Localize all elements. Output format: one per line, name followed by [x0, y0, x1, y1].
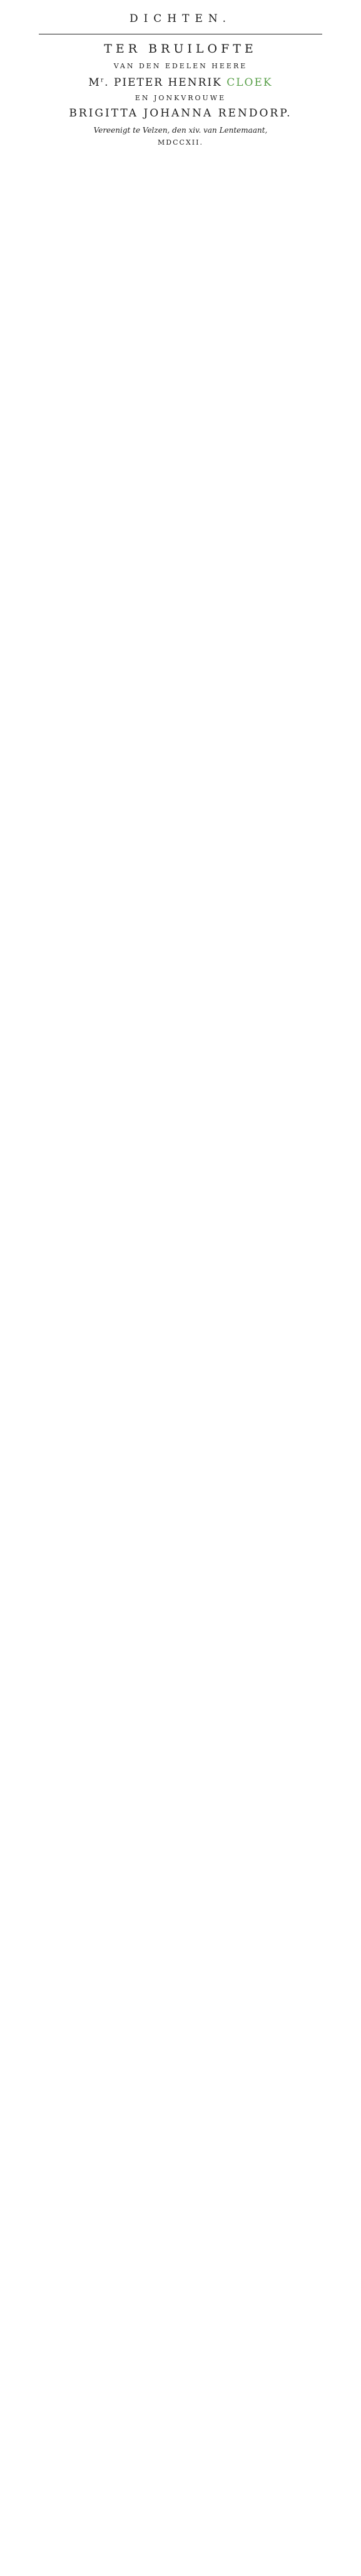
poem-line [39, 1713, 322, 1722]
poem-line [39, 930, 322, 939]
poem-line [39, 496, 322, 505]
poem-line [39, 878, 322, 887]
poem-line [39, 504, 322, 513]
poem-line [39, 1870, 322, 1878]
poem-line [39, 2105, 322, 2113]
poem-line [39, 2096, 322, 2105]
poem-line [39, 461, 322, 470]
poem-line [39, 1105, 322, 1113]
poem-line [39, 982, 322, 991]
poem-line [39, 1635, 322, 1644]
poem-line [39, 1487, 322, 1496]
poem-line [39, 1670, 322, 1679]
poem-line [39, 783, 322, 791]
poem-line [39, 2157, 322, 2166]
poem-line [39, 435, 322, 443]
poem-title: TER BRUILOFTE [104, 42, 257, 56]
poem-line [39, 2044, 322, 2053]
poem-line [39, 1530, 322, 1539]
poem-line [39, 1957, 322, 1965]
poem-line [39, 1835, 322, 1844]
poem-line [39, 1044, 322, 1053]
poem-line [39, 1696, 322, 1704]
poem-line [39, 2070, 322, 2079]
poem-line [39, 895, 322, 904]
poem-line [39, 1809, 322, 1818]
poem-line [39, 1279, 322, 1287]
poem-line [39, 2174, 322, 2183]
poem-line [39, 260, 322, 269]
poem-line [39, 287, 322, 296]
poem-line [39, 1914, 322, 1922]
poem-line [39, 1018, 322, 1026]
poem-line [39, 2061, 322, 2070]
poem-line [39, 1548, 322, 1557]
poem-line [39, 1687, 322, 1696]
poem-line [39, 1148, 322, 1157]
poem-line [39, 2009, 322, 2017]
poem-line [39, 1139, 322, 1148]
poem-line [39, 235, 322, 244]
poem-line [39, 1704, 322, 1713]
poem-line [39, 1679, 322, 1687]
poem-line [39, 1939, 322, 1948]
poem-line [39, 765, 322, 774]
poem-line [39, 1878, 322, 1887]
poem-line [39, 1304, 322, 1313]
epigraph-line [70, 175, 291, 185]
poem-line [39, 843, 322, 852]
poem-line [39, 713, 322, 722]
poem-line [39, 1522, 322, 1531]
groom-name: PIETER HENRIK [113, 76, 222, 89]
poem-line [39, 2200, 322, 2209]
poem-line [39, 1383, 322, 1391]
epigraph-line [70, 157, 291, 166]
epigraph [70, 157, 291, 204]
poem-line [39, 339, 322, 348]
poem-line [39, 2131, 322, 2140]
poem-line [39, 1200, 322, 1209]
poem-line [39, 1791, 322, 1800]
poem-line [39, 426, 322, 435]
poem-line [39, 226, 322, 235]
poem-line [39, 1983, 322, 1992]
poem-line [39, 1583, 322, 1592]
poem-line [39, 1409, 322, 1418]
poem-line [39, 1565, 322, 1574]
poem-line [39, 1270, 322, 1279]
poem-line [39, 2017, 322, 2026]
poem-line [39, 1896, 322, 1905]
poem-line [39, 800, 322, 809]
poem-line [39, 1322, 322, 1331]
poem-line [39, 2148, 322, 2157]
poem-line [39, 809, 322, 818]
poem-line [39, 2192, 322, 2200]
poem-line [39, 2183, 322, 2192]
poem-line [39, 582, 322, 591]
poem-line [39, 1339, 322, 1348]
poem-line [39, 635, 322, 644]
poem-line [39, 1739, 322, 1748]
poem-line [39, 348, 322, 356]
poem-line [39, 548, 322, 557]
poem-line [39, 1061, 322, 1069]
title-joiner: EN JONKVROUWE [135, 94, 226, 102]
poem-line [39, 252, 322, 261]
poem-line [39, 1157, 322, 1165]
poem-line [39, 1513, 322, 1522]
poem-line [39, 1131, 322, 1140]
poem-line [39, 591, 322, 600]
poem-line [39, 687, 322, 696]
poem-line [39, 870, 322, 878]
poem-line [39, 278, 322, 287]
poem-line [39, 1965, 322, 1974]
poem-line [39, 1774, 322, 1783]
poem-line [39, 417, 322, 426]
poem-line [39, 1783, 322, 1791]
epigraph-line [70, 166, 291, 175]
poem-line [39, 365, 322, 374]
poem-line [39, 1452, 322, 1461]
poem-line [39, 1348, 322, 1357]
poem-line [39, 513, 322, 522]
poem-line [39, 1035, 322, 1044]
poem-line [39, 1557, 322, 1565]
poem-line [39, 661, 322, 669]
poem-line [39, 1731, 322, 1739]
poem-line [39, 1069, 322, 1078]
poem-line [39, 1252, 322, 1261]
poem-line [39, 1905, 322, 1914]
poem-line [39, 1992, 322, 2001]
poem-line [39, 1922, 322, 1931]
poem-line [39, 2053, 322, 2061]
poem-line [39, 1861, 322, 1870]
poem-line [39, 1261, 322, 1270]
poem-line [39, 1366, 322, 1374]
poem-line [39, 296, 322, 304]
poem-line [39, 2026, 322, 2035]
poem-line [39, 244, 322, 252]
poem-line [39, 322, 322, 331]
poem-line [39, 391, 322, 400]
poem-line [39, 470, 322, 478]
poem-line [39, 817, 322, 826]
poem-line [39, 1826, 322, 1835]
poem-line [39, 1930, 322, 1939]
poem-line [39, 748, 322, 756]
poem-line [39, 1844, 322, 1853]
poem-line [39, 452, 322, 461]
poem-line [39, 774, 322, 783]
poem-line [39, 1165, 322, 1174]
poem-line [39, 991, 322, 1000]
poem-line [39, 1574, 322, 1583]
poem-line [39, 1226, 322, 1235]
poem-line [39, 904, 322, 913]
poem-line [39, 861, 322, 870]
poem-line [39, 756, 322, 765]
poem-line [39, 1974, 322, 1983]
poem-line [39, 1818, 322, 1826]
groom-surname: CLOEK [226, 76, 273, 89]
poem-line [39, 1087, 322, 1096]
poem-line [39, 400, 322, 409]
poem-line [39, 487, 322, 496]
poem-line [39, 1174, 322, 1183]
poem-line [39, 1374, 322, 1383]
poem-line [39, 2140, 322, 2148]
poem-line [39, 1887, 322, 1896]
poem-line [39, 1722, 322, 1731]
poem-line [39, 1244, 322, 1252]
poem-line [39, 269, 322, 278]
poem-line [39, 1122, 322, 1131]
poem-line [39, 1948, 322, 1957]
poem-line [39, 722, 322, 731]
poem-line [39, 1000, 322, 1009]
poem-line [39, 2113, 322, 2122]
poem-line [39, 565, 322, 574]
poem-line [39, 1009, 322, 1018]
wedding-year: MDCCXII. [158, 138, 203, 147]
poem-line [39, 652, 322, 661]
poem-line [39, 1757, 322, 1766]
poem-line [39, 609, 322, 617]
poem-line [39, 696, 322, 704]
poem-line [39, 1192, 322, 1200]
poem-line [39, 217, 322, 226]
title-subline: VAN DEN EDELEN HEERE [113, 62, 248, 70]
poem-line [39, 704, 322, 713]
poem-line [39, 948, 322, 957]
poem-line [39, 356, 322, 365]
poem-line [39, 1053, 322, 1061]
poem-line [39, 1296, 322, 1304]
poem-line [39, 974, 322, 982]
bride-name: BRIGITTA JOHANNA RENDORP. [69, 107, 292, 120]
poem-line [39, 1183, 322, 1192]
poem-line [39, 1478, 322, 1487]
poem-line [39, 1626, 322, 1635]
poem-line [39, 2035, 322, 2044]
poem-line [39, 304, 322, 313]
poem-line [39, 922, 322, 930]
poem-line [39, 644, 322, 652]
poem-closing-line [39, 2218, 322, 2227]
poem-line [39, 1391, 322, 1400]
poem-line [39, 2209, 322, 2218]
poem-line [39, 791, 322, 800]
poem-line [39, 1748, 322, 1757]
poem-line [39, 826, 322, 835]
poem-line [39, 1217, 322, 1226]
poem-line [39, 1592, 322, 1600]
poem-line [39, 913, 322, 922]
poem-line [39, 887, 322, 896]
poem-line [39, 574, 322, 583]
poem-line [39, 1235, 322, 1244]
poem-line [39, 1096, 322, 1105]
poem-line [39, 1617, 322, 1626]
poem-line [39, 1609, 322, 1618]
poem-body [39, 217, 322, 2218]
groom-prefix: M [88, 76, 101, 89]
poem-line [39, 1418, 322, 1426]
poem-line [39, 2122, 322, 2131]
poem-line [39, 313, 322, 322]
poem-line [39, 966, 322, 974]
poem-line [39, 1496, 322, 1505]
poem-line [39, 1652, 322, 1661]
poem-line [39, 331, 322, 339]
poem-line [39, 1461, 322, 1470]
poem-closing [39, 2218, 322, 2227]
poem-line [39, 1470, 322, 1478]
poem-line [39, 1287, 322, 1296]
poem-line [39, 478, 322, 487]
poem-line [39, 2079, 322, 2088]
poem-line [39, 1800, 322, 1809]
poem-line [39, 1426, 322, 1435]
poem-line [39, 1331, 322, 1339]
poem-line [39, 1539, 322, 1548]
groom-name-line: $M^r$. PIETER HENRIK CLOEK [88, 76, 273, 89]
poem-line [39, 1357, 322, 1366]
poem-line [39, 1435, 322, 1444]
wedding-occasion: Vereenigt te Velzen, den xiv. van Lentemaant, [93, 126, 268, 135]
poem-line [39, 1444, 322, 1453]
running-head: DICHTEN. [129, 13, 232, 25]
poem-line [39, 1766, 322, 1775]
poem-line [39, 617, 322, 626]
poem-line [39, 669, 322, 678]
poem-line [39, 2166, 322, 2175]
poem-line [39, 409, 322, 418]
poem-line [39, 557, 322, 565]
poem-line [39, 374, 322, 383]
poem-line [39, 835, 322, 843]
poem-line [39, 626, 322, 635]
poem-line [39, 1600, 322, 1609]
poem-line [39, 1852, 322, 1861]
poem-line [39, 939, 322, 948]
poem-line [39, 522, 322, 530]
poem-line [39, 1026, 322, 1035]
poem-line [39, 539, 322, 548]
poem-line [39, 530, 322, 539]
poem-line [39, 957, 322, 966]
poem-line [39, 443, 322, 452]
epigraph-line [70, 185, 291, 194]
poem-line [39, 739, 322, 748]
poem-line [39, 1113, 322, 1122]
poem-line [39, 1661, 322, 1670]
poem-line [39, 600, 322, 609]
poem-line [39, 852, 322, 861]
poem-line [39, 383, 322, 391]
poem-line [39, 1505, 322, 1513]
poem-line [39, 731, 322, 739]
poem-line [39, 678, 322, 687]
epigraph-line [70, 194, 291, 204]
poem-line [39, 1313, 322, 1322]
poem-line [39, 2001, 322, 2009]
poem-line [39, 2087, 322, 2096]
poem-line [39, 1400, 322, 1409]
poem-line [39, 1078, 322, 1087]
poem-line [39, 1644, 322, 1652]
poem-line [39, 1209, 322, 1218]
